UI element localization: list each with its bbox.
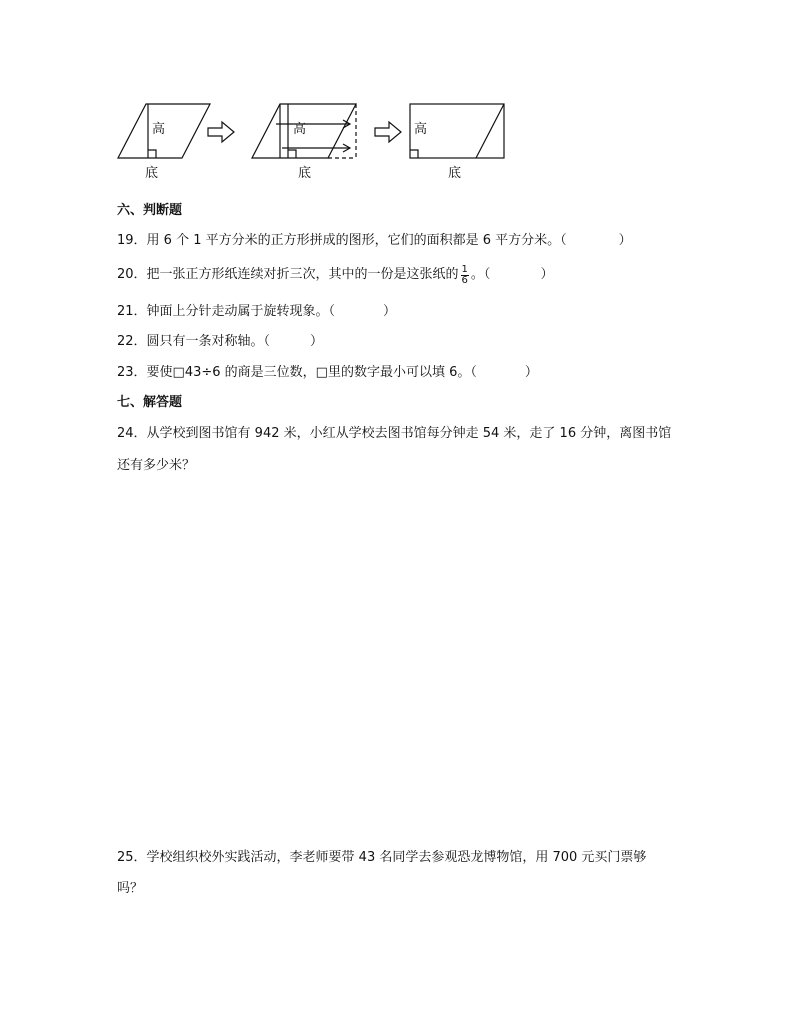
question-21-close: ）: [383, 304, 397, 319]
question-20: [117, 260, 553, 290]
question-25-line-2: 吗？: [117, 881, 144, 896]
question-20-text: 20．把一张正方形纸连续对折三次，其中的一份是这张纸的: [117, 267, 459, 282]
question-19: [117, 232, 632, 250]
fraction-numerator: 1: [461, 263, 468, 275]
question-24-answer-area[interactable]: [117, 485, 677, 835]
question-21-text: 21．钟面上分针走动属于旋转现象。（: [117, 304, 336, 319]
arrow-right-icon: [208, 122, 234, 142]
question-22-close: ）: [310, 334, 324, 349]
section-7-title: 七、解答题: [117, 395, 183, 410]
section-6-title: 六、判断题: [117, 203, 183, 218]
shape2-base-label: 底: [298, 166, 312, 181]
question-20-close: ）: [540, 267, 554, 282]
question-23-text: 23．要使□43÷6 的商是三位数，□里的数字最小可以填 6。（: [117, 365, 477, 380]
shape1-base-label: 底: [145, 166, 159, 181]
question-20-after: 。（: [470, 267, 491, 282]
question-19-text: 19．用 6 个 1 平方分米的正方形拼成的图形，它们的面积都是 6 平方分米。（: [117, 233, 567, 248]
question-24-line-1: 24．从学校到图书馆有 942 米，小红从学校去图书馆每分钟走 54 米，走了 16 分钟，离图书馆: [117, 426, 672, 441]
shape3-height-label: 高: [414, 122, 428, 137]
parallelogram-transform-figure: [110, 96, 520, 186]
fraction-denominator: 6: [461, 274, 468, 286]
question-22-text: 22．圆只有一条对称轴。（: [117, 334, 271, 349]
fraction-one-sixth: [461, 265, 469, 286]
question-25-line-1: 25．学校组织校外实践活动，李老师要带 43 名同学去参观恐龙博物馆，用 700 元买门票够: [117, 850, 647, 865]
question-23-close: ）: [524, 365, 538, 380]
shape1-height-label: 高: [152, 122, 166, 137]
shape3-base-label: 底: [448, 166, 462, 181]
question-19-close: ）: [618, 233, 632, 248]
question-21: [117, 303, 396, 321]
question-24-line-2: 还有多少米？: [117, 458, 196, 473]
arrow-right-icon: [375, 122, 401, 142]
question-23: [117, 364, 538, 382]
shape2-height-label: 高: [293, 122, 307, 137]
question-22: [117, 333, 323, 351]
